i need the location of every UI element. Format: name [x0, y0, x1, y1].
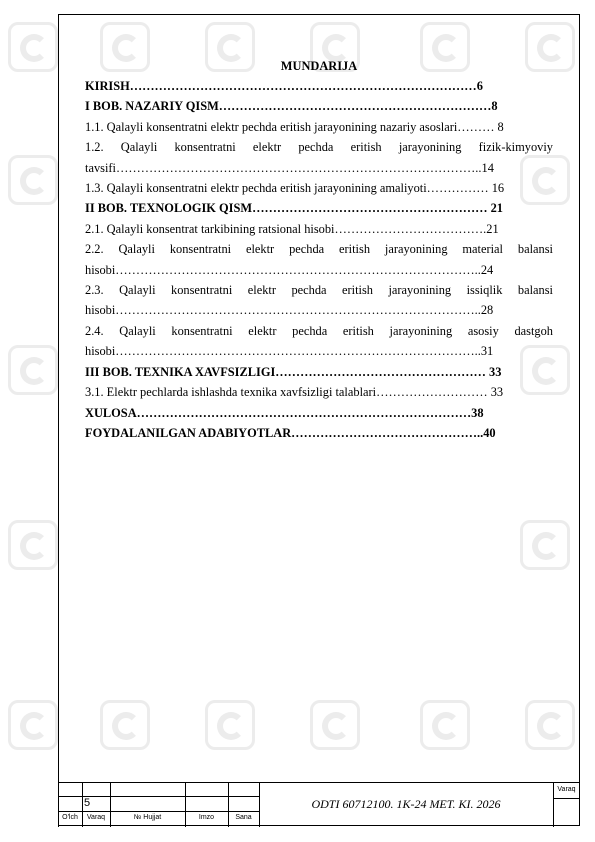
toc-entry: 1.3. Qalayli konsentratni elektr pechda eritish jarayonining amaliyoti…………… 16 [85, 181, 505, 196]
toc-entry: III BOB. TEXNIKA XAVFSIZLIGI…………………………………………… 33 [85, 364, 502, 379]
toc-entry: FOYDALANILGAN ADABIYOTLAR………………………………………..40 [85, 425, 496, 440]
toc-list [85, 76, 553, 443]
toc-title: MUNDARIJA [280, 59, 358, 73]
toc-entry: KIRISH…………………………………………………………………………6 [85, 79, 483, 93]
col-ozch-label: O'lch [62, 814, 78, 821]
varaq-label: Varaq [557, 786, 576, 793]
toc-entry: 2.4. Qalayli konsentratni elektr pechda eritish jarayonining asosiy dastgoh hisobi……………………………………………………………………………..31 [85, 323, 553, 359]
col-imzo-label: Imzo [198, 814, 215, 821]
title-block [58, 782, 580, 827]
document-code: ODTI 60712100. 1K-24 MET. KI. 2026 [311, 797, 501, 811]
sheet-number: 5 [84, 797, 91, 809]
toc-entry: I BOB. NAZARIY QISM…………………………………………………………8 [85, 99, 498, 114]
toc-entry: II BOB. TEXNOLOGIK QISM………………………………………………… 21 [85, 201, 503, 216]
col-hujjat-label: № Hujjat [133, 814, 162, 821]
toc-entry: 2.2. Qalayli konsentratni elektr pechda eritish jarayonining material balansi hisobi……………………………………………………………………………..24 [85, 242, 553, 277]
toc-entry: XULOSA………………………………………………………………………38 [85, 405, 484, 420]
toc-entry: 2.3. Qalayli konsentratni elektr pechda eritish jarayonining issiqlik balansi hisobi……………………………………………………………………………..28 [85, 283, 553, 318]
col-varaq-label: Varaq [86, 814, 106, 821]
toc-entry: 2.1. Qalayli konsentrat tarkibining ratsional hisobi……………………………….21 [85, 221, 499, 236]
toc-entry: 3.1. Elektr pechlarda ishlashda texnika xavfsizligi talablari……………………… 33 [85, 385, 504, 400]
col-sana-label: Sana [235, 814, 252, 821]
toc-entry: 1.1. Qalayli konsentratni elektr pechda eritish jarayonining nazariy asoslari……… 8 [85, 119, 504, 134]
table-of-contents [85, 56, 553, 443]
toc-entry: 1.2. Qalayli konsentratni elektr pechda eritish jarayonining fizik-kimyoviy tavsifi……………………………………………………………………………..14 [85, 140, 553, 175]
